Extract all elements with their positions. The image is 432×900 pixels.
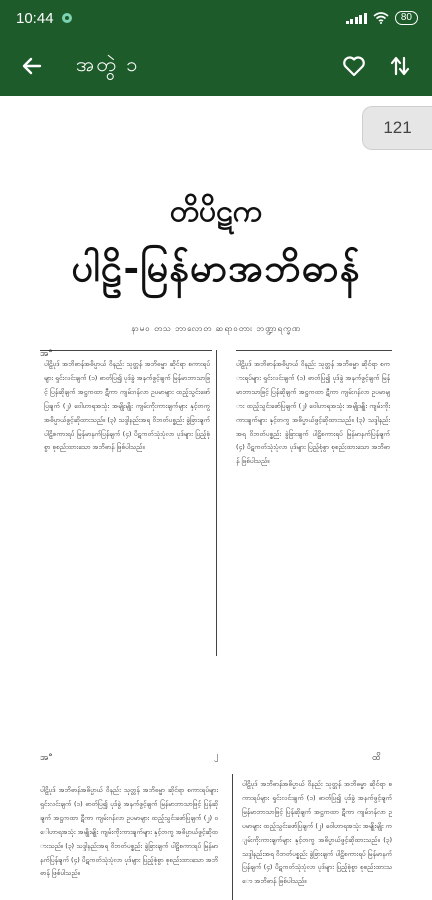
top-rule-left [40, 350, 212, 351]
app-bar [0, 36, 432, 96]
text-column-left-bottom: ပါဠိပုဒ် အဘိဓာန်အဓိပ္ပာယ် ဝိနည်း သုတ္တန် အဘိဓမ္မာ ဆိုင်ရာ စကားရပ်များ ရှင်းလင်းချက် (၁) ဓာတ်ပြ၍ ပုဒ်ခွဲ အနက်ဖွင့်ချက် မြန်မာဘာသာဖြင့် ပြန်ဆိုချက် အဋ္ဌကထာ ဋီကာ ကျမ်းဂန်လာ ဥပမာများ ထည့်သွင်းဖော်ပြချက် (၂) ဝေါဟာရအသုံး အမျိုးမျိုး ကျမ်းကိုးကားချက်များ နှင့်တကွ အဓိပ္ပာယ်ဖွင့်ဆိုထားသည်။ (၃) သဒ္ဒါနည်းအရ ဝိဘတ်ပစ္စည်း ခွဲခြားချက် ပါဠိစကားရပ် မြန်မာနက်ပြန်ချက် (၄) ပိဋကတ်သုံးပုံလာ ပုဒ်များ ပြည့်စုံစွာ စုစည်းထားသော အဘိဓာန် ဖြစ်ပါသည်။ [40, 786, 218, 878]
book-title-line1: တိပိဋက [169, 194, 263, 229]
status-right [346, 11, 418, 25]
status-left [16, 10, 72, 27]
page-marker-right: ထိ [372, 753, 381, 763]
page-marker-top-left: အ° [40, 349, 53, 359]
wifi-icon [373, 12, 389, 24]
book-title-line2: ပါဠိ-မြန်မာအဘိဓာန် [71, 245, 361, 290]
column-divider-top [216, 350, 217, 656]
signal-icon [346, 13, 367, 24]
notification-dot-icon [62, 13, 72, 23]
app-actions [334, 46, 420, 86]
sort-button[interactable] [380, 46, 420, 86]
status-bar [0, 0, 432, 36]
top-rule-right [236, 350, 392, 351]
book-page[interactable] [0, 96, 432, 900]
favorite-button[interactable] [334, 46, 374, 86]
page-marker-left: အ° [40, 753, 53, 763]
text-column-right-top: ပါဠိပုဒ် အဘိဓာန်အဓိပ္ပာယ် ဝိနည်း သုတ္တန် အဘိဓမ္မာ ဆိုင်ရာ စကားရပ်များ ရှင်းလင်းချက် (၁) ဓာတ်ပြ၍ ပုဒ်ခွဲ အနက်ဖွင့်ချက် မြန်မာဘာသာဖြင့် ပြန်ဆိုချက် အဋ္ဌကထာ ဋီကာ ကျမ်းဂန်လာ ဥပမာများ ထည့်သွင်းဖော်ပြချက် (၂) ဝေါဟာရအသုံး အမျိုးမျိုး ကျမ်းကိုးကားချက်များ နှင့်တကွ အဓိပ္ပာယ်ဖွင့်ဆိုထားသည်။ (၃) သဒ္ဒါနည်းအရ ဝိဘတ်ပစ္စည်း ခွဲခြားချက် ပါဠိစကားရပ် မြန်မာနက်ပြန်ချက် (၄) ပိဋကတ်သုံးပုံလာ ပုဒ်များ ပြည့်စုံစွာ စုစည်းထားသော အဘိဓာန် ဖြစ်ပါသည်။ [236, 360, 390, 466]
status-time: 10:44 [16, 9, 54, 27]
swap-vertical-icon [390, 55, 410, 77]
text-column-left-top: ပါဠိပုဒ် အဘိဓာန်အဓိပ္ပာယ် ဝိနည်း သုတ္တန် အဘိဓမ္မာ ဆိုင်ရာ စကားရပ်များ ရှင်းလင်းချက် (၁) ဓာတ်ပြ၍ ပုဒ်ခွဲ အနက်ဖွင့်ချက် မြန်မာဘာသာဖြင့် ပြန်ဆိုချက် အဋ္ဌကထာ ဋီကာ ကျမ်းဂန်လာ ဥပမာများ ထည့်သွင်းဖော်ပြချက် (၂) ဝေါဟာရအသုံး အမျိုးမျိုး ကျမ်းကိုးကားချက်များ နှင့်တကွ အဓိပ္ပာယ်ဖွင့်ဆိုထားသည်။ (၃) သဒ္ဒါနည်းအရ ဝိဘတ်ပစ္စည်း ခွဲခြားချက် ပါဠိစကားရပ် မြန်မာနက်ပြန်ချက် (၄) ပိဋကတ်သုံးပုံလာ ပုဒ်များ ပြည့်စုံစွာ စုစည်းထားသော အဘိဓာန် ဖြစ်ပါသည်။ [44, 360, 210, 452]
app-title: အတွဲ ၁ [76, 52, 140, 76]
page-number-badge[interactable]: 121 [362, 106, 432, 150]
battery-icon: 80 [395, 11, 418, 25]
page-marker-mid: ၂ [214, 751, 219, 761]
column-divider-bottom [232, 774, 233, 900]
back-button[interactable] [12, 46, 52, 86]
arrow-left-icon [21, 55, 43, 77]
text-column-right-bottom: ပါဠိပုဒ် အဘိဓာန်အဓိပ္ပာယ် ဝိနည်း သုတ္တန် အဘိဓမ္မာ ဆိုင်ရာ စကားရပ်များ ရှင်းလင်းချက် (၁) ဓာတ်ပြ၍ ပုဒ်ခွဲ အနက်ဖွင့်ချက် မြန်မာဘာသာဖြင့် ပြန်ဆိုချက် အဋ္ဌကထာ ဋီကာ ကျမ်းဂန်လာ ဥပမာများ ထည့်သွင်းဖော်ပြချက် (၂) ဝေါဟာရအသုံး အမျိုးမျိုး ကျမ်းကိုးကားချက်များ နှင့်တကွ အဓိပ္ပာယ်ဖွင့်ဆိုထားသည်။ (၃) သဒ္ဒါနည်းအရ ဝိဘတ်ပစ္စည်း ခွဲခြားချက် ပါဠိစကားရပ် မြန်မာနက်ပြန်ချက် (၄) ပိဋကတ်သုံးပုံလာ ပုဒ်များ ပြည့်စုံစွာ စုစည်းထားသော အဘိဓာန် ဖြစ်ပါသည်။ [242, 780, 392, 886]
book-byline: နာမ၀ တသ ဘာလောတ ဆရာ၀တား ဘဏ္ဍာရက္ခဏ [131, 324, 301, 333]
heart-icon [342, 55, 366, 77]
